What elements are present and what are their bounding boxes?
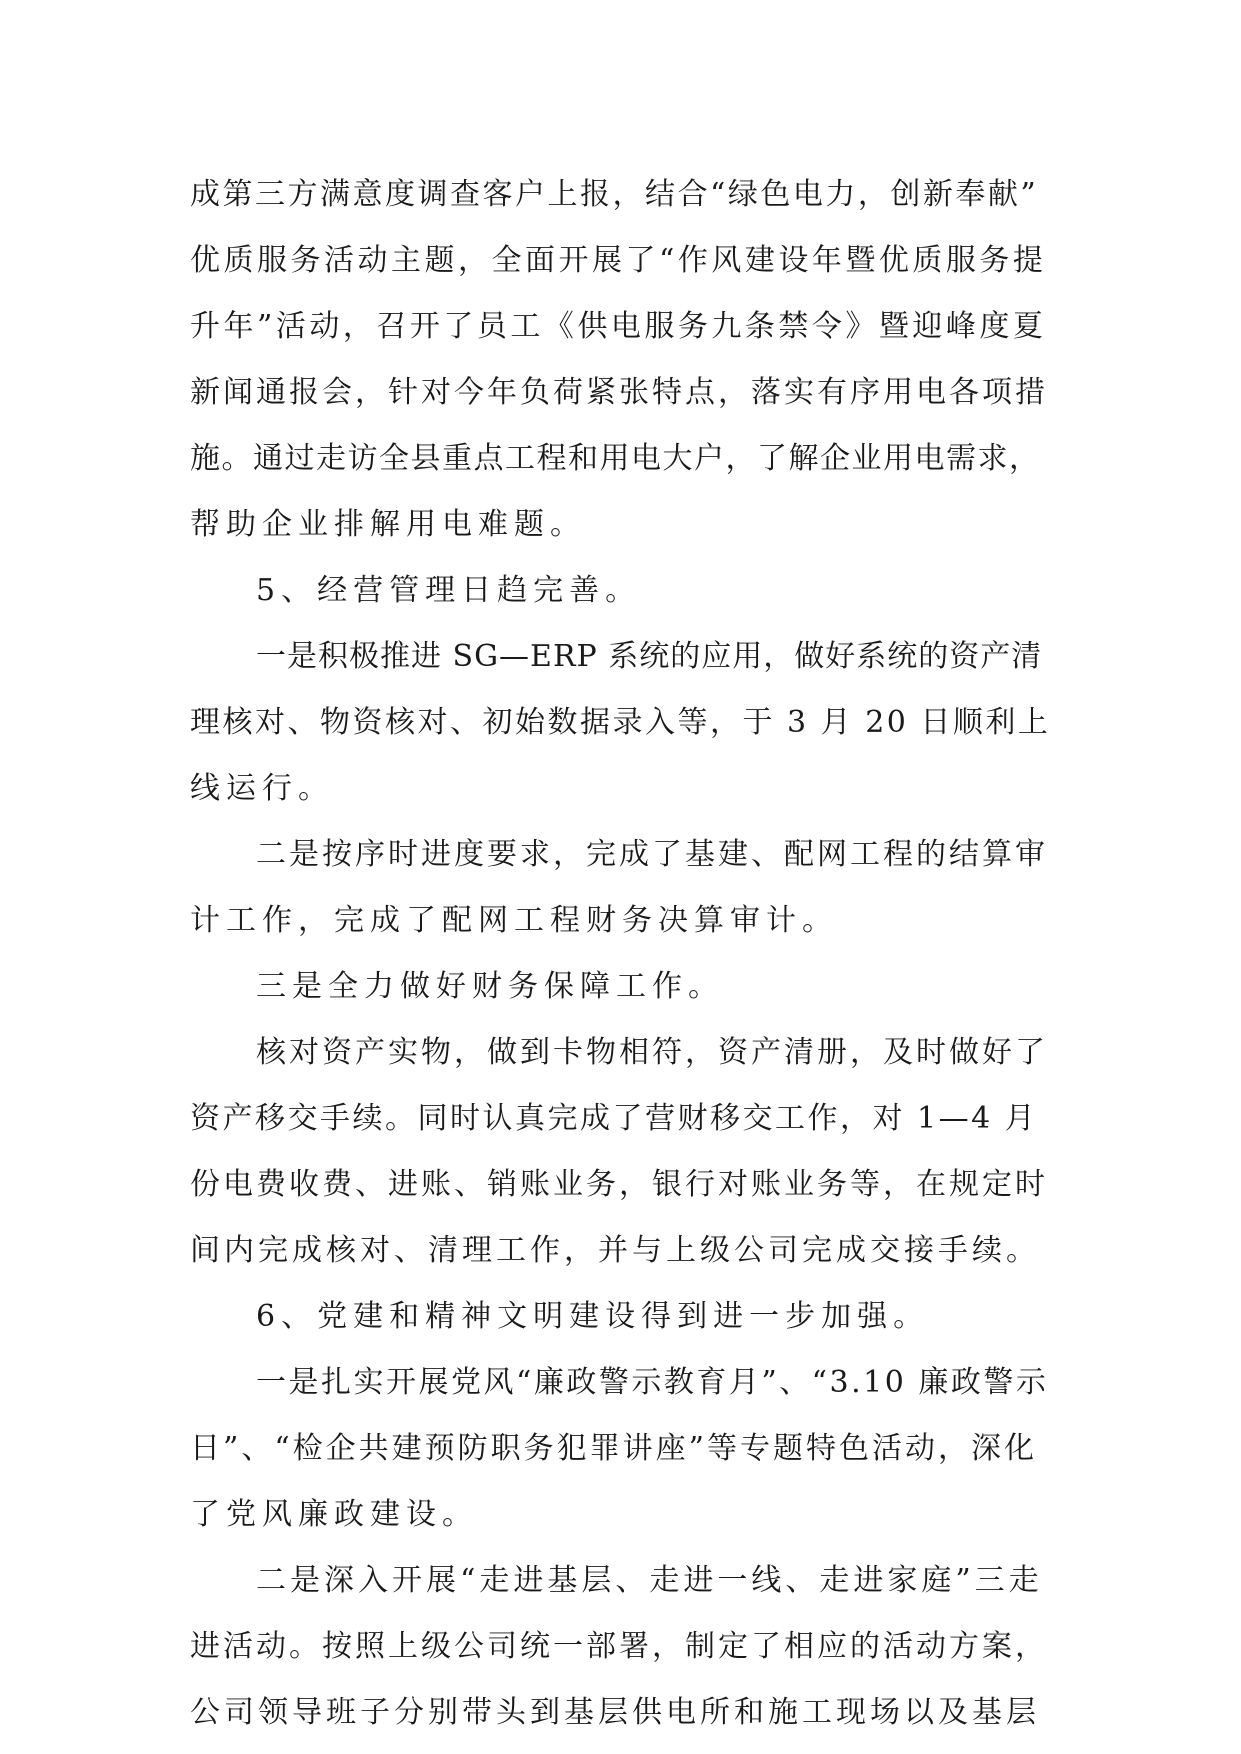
text-line: 线运行。	[190, 771, 334, 806]
text-line: 公司领导班子分别带头到基层供电所和施工现场以及基层	[190, 1695, 1040, 1730]
text-line: 6、党建和精神文明建设得到进一步加强。	[256, 1299, 930, 1334]
text-line: 计工作，完成了配网工程财务决算审计。	[190, 903, 838, 938]
document-body	[190, 162, 1050, 1746]
text-line: 施。通过走访全县重点工程和用电大户，了解企业用电需求，	[190, 441, 1041, 476]
text-line: 一是积极推进 SG—ERP 系统的应用，做好系统的资产清	[256, 639, 1043, 674]
text-line: 核对资产实物，做到卡物相符，资产清册，及时做好了	[256, 1035, 1048, 1070]
text-line: 资产移交手续。同时认真完成了营财移交工作，对 1—4 月	[190, 1101, 1038, 1136]
text-line: 二是深入开展“走进基层、走进一线、走进家庭”三走	[256, 1563, 1043, 1598]
text-line: 帮助企业排解用电难题。	[190, 507, 586, 542]
text-line: 二是按序时进度要求，完成了基建、配网工程的结算审	[256, 837, 1048, 872]
text-line: 份电费收费、进账、销账业务，银行对账业务等，在规定时	[190, 1167, 1048, 1202]
text-line: 了党风廉政建设。	[190, 1497, 478, 1532]
text-line: 5、经营管理日趋完善。	[256, 573, 642, 608]
text-line: 日”、“检企共建预防职务犯罪讲座”等专题特色活动，深化	[190, 1431, 1038, 1466]
text-line: 新闻通报会，针对今年负荷紧张特点，落实有序用电各项措	[190, 375, 1048, 410]
text-line: 进活动。按照上级公司统一部署，制定了相应的活动方案，	[190, 1629, 1048, 1664]
text-line: 成第三方满意度调查客户上报，结合“绿色电力，创新奉献”	[190, 177, 1039, 212]
text-line: 升年”活动，召开了员工《供电服务九条禁令》暨迎峰度夏	[190, 309, 1047, 344]
text-line: 一是扎实开展党风“廉政警示教育月”、“3.10 廉政警示	[256, 1365, 1049, 1400]
text-line: 理核对、物资核对、初始数据录入等，于 3 月 20 日顺利上	[190, 705, 1050, 740]
text-line: 三是全力做好财务保障工作。	[256, 969, 724, 1004]
text-line: 间内完成核对、清理工作，并与上级公司完成交接手续。	[190, 1233, 1040, 1268]
text-line: 优质服务活动主题，全面开展了“作风建设年暨优质服务提	[190, 243, 1047, 278]
